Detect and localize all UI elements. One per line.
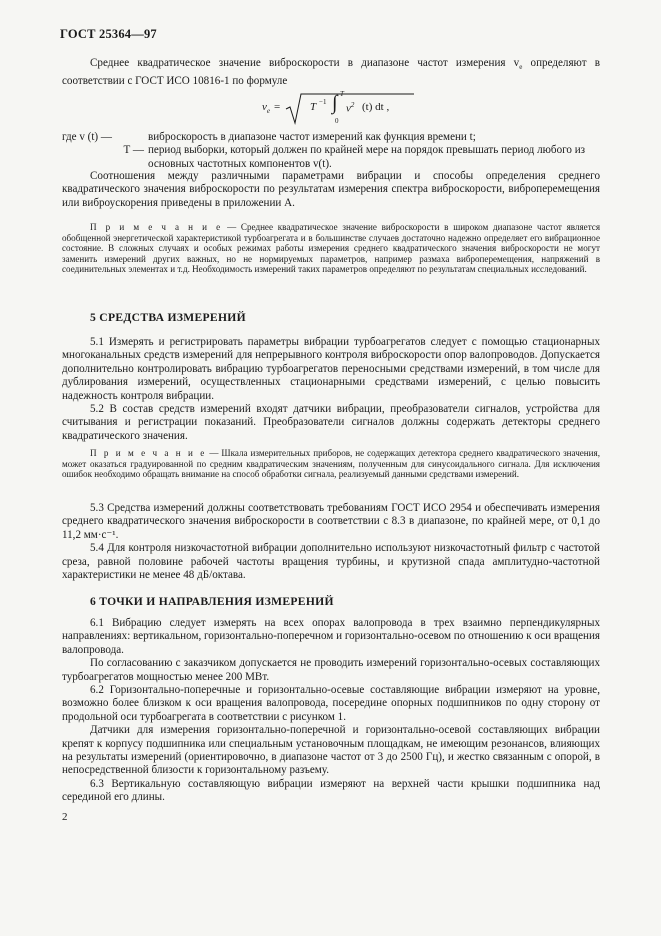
paragraph-6-2b: Датчики для измерения горизонтально-поперечной и горизонтально-осевой составляющих вибрации крепят к корпусу подшипника или специальным установочным площадкам, не имеющим резонансов, влияющих на результаты измерений (ориентировочно, в диапазоне частот от 3 до 2500 Гц), и жестко связанным с опорой, в непосредственной близости к горизонтальному разъему.	[62, 724, 600, 777]
paragraph-5-3: 5.3 Средства измерений должны соответствовать требованиям ГОСТ ИСО 2954 и обеспечивать измерения среднего квадратического значения виброскорости в соответствии с 8.3 в диапазоне, по крайней мере, от 0,1 до 11,2 мм·с⁻¹.	[62, 502, 600, 541]
section-5-title: 5 СРЕДСТВА ИЗМЕРЕНИЙ	[90, 311, 246, 324]
page-number: 2	[62, 811, 68, 823]
paragraph-6-3: 6.3 Вертикальную составляющую вибрации измеряют на верхней части крышки подшипника над серединой его длины.	[62, 777, 600, 804]
paragraph-5-1: 5.1 Измерять и регистрировать параметры вибрации турбоагрегатов следует с помощью стационарных многоканальных средств измерений для непрерывного контроля виброскорости опор валопроводов. Допускается дополнительно контролировать вибрацию турбоагрегатов переносными средствами измерений, в том числе для дублирования измерений, осуществленных стационарными средствами измерений, с целью повысить надежность контроля вибрации.	[62, 336, 600, 402]
section-5-body-2	[62, 502, 600, 582]
rms-formula: $v_e$ = T −1 ∫ T 0 $v^2$ (t) dt ,	[262, 91, 422, 127]
paragraph-5-4: 5.4 Для контроля низкочастотной вибрации дополнительно используют низкочастотный фильтр с частотой среза, равной половине рабочей частоты вращения турбины, и крутизной спада амплитудно-частотной характеристики не менее 48 дБ/октава.	[62, 542, 600, 582]
document-header: ГОСТ 25364—97	[60, 27, 157, 41]
note-1: П р и м е ч а н и е — Среднее квадратическое значение виброскорости в широком диапазоне частот является обобщенной энергетической характеристикой турбоагрегата и в большинстве случаев достаточно надежно определяет его вибрационное состояние. В сложных случаях и особых режимах работы измерения среднего квадратического значения виброскорости не могут заменить измерений других важных, но не нормируемых параметров, например размаха виброперемещения, напряжений в соединительных элементах и т.д. Необходимость измерений таких параметров определяют по результатам специальных исследований.	[62, 222, 601, 275]
paragraph-6-1b: По согласованию с заказчиком допускается не проводить измерений горизонтально-осевых составляющих турбоагрегатов мощностью менее 200 МВт.	[62, 657, 600, 683]
definition-v: где v (t) — виброскорость в диапазоне частот измерений как функция времени t;	[62, 131, 476, 143]
definition-T: T — период выборки, который должен по крайней мере на порядок превышать период любого из основных частотных компонентов v(t).	[123, 144, 586, 170]
intro-paragraph: Среднее квадратическое значение виброскорости в диапазоне частот измерения $v_e$ определяют в соответствии с ГОСТ ИСО 10816-1 по формуле	[62, 57, 600, 87]
formula-definitions	[62, 131, 602, 171]
paragraph-5-2: 5.2 В состав средств измерений входят датчики вибрации, преобразователи сигналов, устройства для считывания и регистрации показаний. Преобразователи сигналов должны содержать детекторы среднего квадратического значения.	[62, 403, 600, 442]
section-6-body	[62, 617, 600, 805]
relations-paragraph: Соотношения между различными параметрами вибрации и способы определения среднего квадратического значения виброскорости по результатам измерения спектра виброскорости, виброперемещения или виброускорения приведены в приложении А.	[62, 170, 600, 209]
note-2: П р и м е ч а н и е — Шкала измерительных приборов, не содержащих детектора среднего квадратического значения, может оказаться градуированной по средним квадратическим значениям, полученным для синусоидального сигнала. Для исключения ошибок необходимо обращать внимание на способ обработки сигнала, реализуемый данными средствами измерений.	[62, 448, 600, 480]
paragraph-6-1: 6.1 Вибрацию следует измерять на всех опорах валопровода в трех взаимно перпендикулярных направлениях: вертикальном, горизонтально-поперечном и горизонтально-осевом по отношению к оси вращения валопровода.	[62, 617, 600, 656]
section-6-title: 6 ТОЧКИ И НАПРАВЛЕНИЯ ИЗМЕРЕНИЙ	[90, 595, 334, 608]
section-5-body	[62, 336, 600, 443]
paragraph-6-2: 6.2 Горизонтально-поперечные и горизонтально-осевые составляющие вибрации измеряют на уровне, возможно более близком к оси вращения валопровода, посередине опорных подшипников по одну сторону от продольной оси турбоагрегата в соответствии с рисунком 1.	[62, 684, 600, 723]
